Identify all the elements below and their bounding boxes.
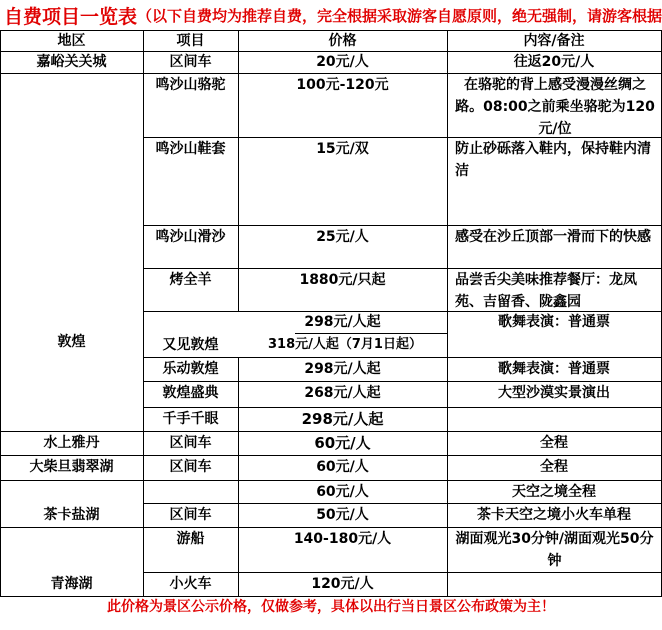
row-note: 全程 (540, 435, 568, 451)
row-price: 120元/人 (311, 576, 374, 592)
row-price: 50元/人 (316, 507, 369, 523)
row-item: 区间车 (169, 459, 212, 475)
row-price: 25元/人 (316, 229, 369, 245)
row-price: 318元/人起（7月1日起） (268, 337, 422, 352)
row-price: 60元/人 (314, 434, 371, 452)
row-item: 小火车 (169, 576, 212, 592)
row-item: 又见敦煌 (162, 337, 219, 353)
row-item: 敦煌盛典 (162, 385, 219, 401)
row-item: 乐动敦煌 (162, 361, 219, 377)
row-note: 在骆驼的背上感受漫漫丝绸之路。08:00之前乘坐骆驼为120元/位 (455, 77, 655, 137)
row-price: 1880元/只起 (299, 272, 386, 288)
row-note: 歌舞表演：普通票 (498, 361, 610, 377)
row-note: 往返20元/人 (513, 54, 595, 70)
page-subtitle: （以下自费均为推荐自费，完全根据采取游客自愿原则，绝无强制，请游客根据 (137, 7, 662, 25)
region-chaidan: 大柴旦翡翠湖 (29, 459, 114, 475)
row-note: 茶卡天空之境小火车单程 (477, 507, 631, 523)
row-note: 湖面观光30分钟/湖面观光50分钟 (455, 531, 654, 569)
row-item: 鸣沙山滑沙 (155, 229, 226, 245)
region-yadan: 水上雅丹 (43, 435, 100, 451)
region-dunhuang: 敦煌 (57, 334, 86, 350)
row-item: 游船 (176, 531, 205, 547)
row-note: 天空之境全程 (512, 484, 596, 500)
row-item: 区间车 (169, 507, 212, 523)
page-title: 自费项目一览表 (4, 6, 138, 28)
row-price: 268元/人起 (304, 385, 381, 401)
row-price: 298元/人起 (304, 361, 381, 377)
row-item: 鸣沙山鞋套 (155, 141, 226, 157)
row-price: 298元/人起 (304, 314, 381, 330)
row-item: 区间车 (169, 435, 212, 451)
header-price: 价格 (328, 33, 357, 49)
row-price: 60元/人 (316, 484, 369, 500)
row-price: 60元/人 (316, 459, 369, 475)
row-price: 140-180元/人 (293, 531, 392, 547)
row-price: 100元-120元 (296, 77, 389, 93)
title-bar (0, 0, 662, 30)
row-price: 298元/人起 (301, 410, 384, 428)
row-note: 大型沙漠实景演出 (498, 385, 610, 401)
row-note: 防止砂砾落入鞋内，保持鞋内清洁 (455, 141, 651, 179)
row-item: 鸣沙山骆驼 (155, 77, 226, 93)
row-item: 烤全羊 (169, 272, 212, 288)
row-note: 歌舞表演：普通票 (498, 314, 610, 330)
row-price: 15元/双 (316, 141, 369, 157)
price-disclaimer: 此价格为景区公示价格，仅做参考，具体以出行当日景区公布政策为主！ (107, 599, 555, 615)
header-item: 项目 (176, 33, 205, 49)
region-qinghai: 青海湖 (50, 576, 93, 592)
row-note: 全程 (540, 459, 568, 475)
row-note: 品尝舌尖美味推荐餐厅：龙凤苑、吉留香、陇鑫园 (455, 272, 637, 310)
region-chaka: 茶卡盐湖 (43, 507, 100, 523)
expense-table (0, 30, 662, 597)
row-item: 千手千眼 (162, 411, 219, 427)
header-region: 地区 (57, 33, 86, 49)
row-price: 20元/人 (316, 54, 369, 70)
region-jiayuguan: 嘉峪关关城 (36, 54, 107, 70)
row-item: 区间车 (169, 54, 212, 70)
header-note: 内容/备注 (523, 33, 585, 49)
row-note: 感受在沙丘顶部一滑而下的快感 (455, 229, 651, 245)
